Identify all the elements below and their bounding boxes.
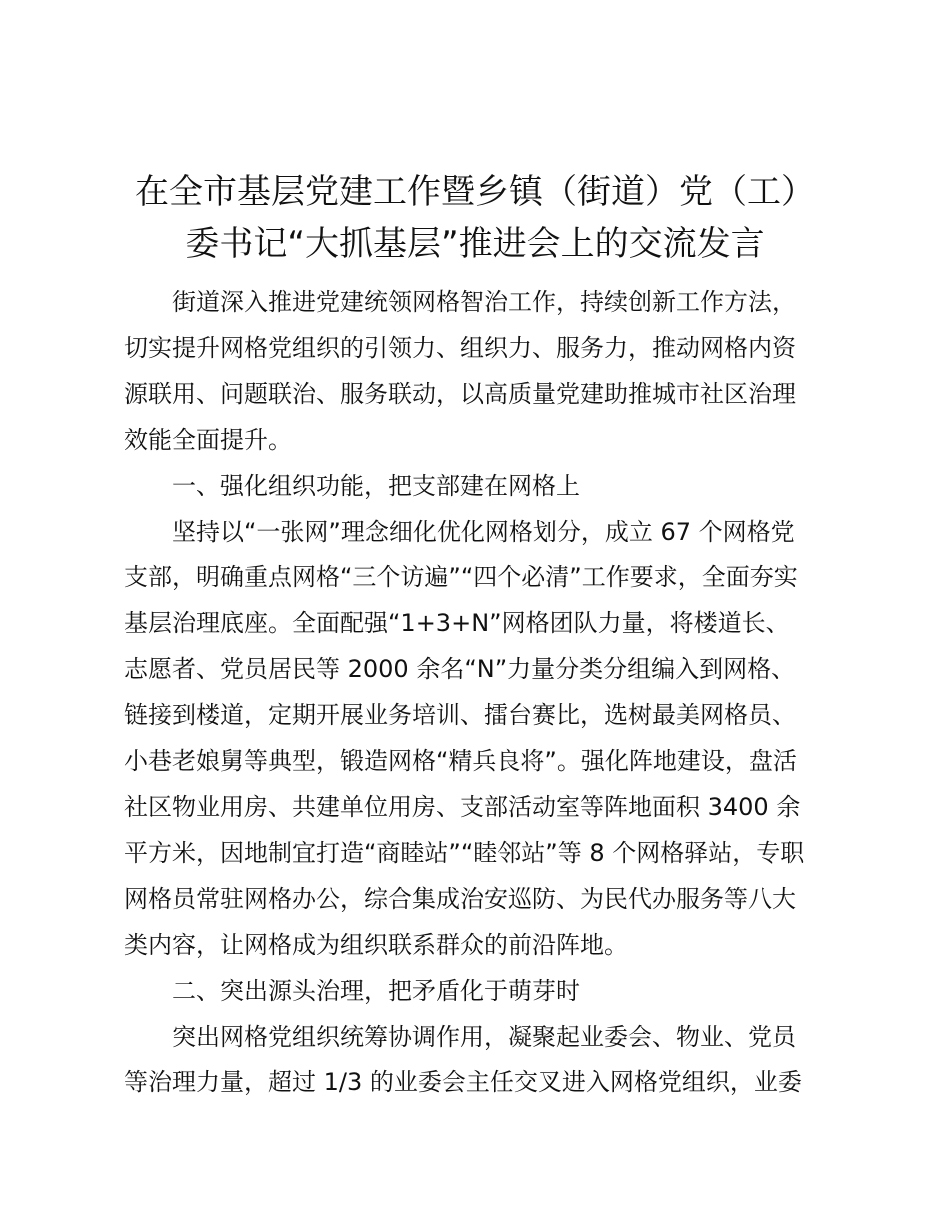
section-heading [124,969,824,1015]
title-line: 在全市基层党建工作暨乡镇（街道）党（工） [135,172,815,212]
text-line: 切实提升网格党组织的引领力、组织力、服务力，推动网格内资 [124,333,796,362]
text-line: 基层治理底座。全面配强“1+3+N”网格团队力量，将楼道长、 [124,609,790,638]
text-line: 突出网格党组织统筹协调作用，凝聚起业委会、物业、党员 [172,1022,796,1051]
text-line: 小巷老娘舅等典型，锻造网格“精兵良将”。强化阵地建设，盘活 [124,747,797,776]
text-line: 坚持以“一张网”理念细化优化网格划分，成立 67 个网格党 [172,517,795,546]
section-heading [124,464,824,510]
text-line: 源联用、问题联治、服务联动，以高质量党建助推城市社区治理 [124,379,796,408]
heading-line: 二、突出源头治理，把矛盾化于萌芽时 [172,976,580,1005]
text-line: 街道深入推进党建统领网格智治工作，持续创新工作方法， [172,288,796,316]
document-title [100,166,850,270]
text-line: 网格员常驻网格办公，综合集成治安巡防、为民代办服务等八大 [124,884,796,913]
text-line: 类内容，让网格成为组织联系群众的前沿阵地。 [124,930,628,959]
section-paragraph [124,510,824,969]
heading-line: 一、强化组织功能，把支部建在网格上 [172,471,580,500]
title-line: 委书记“大抓基层”推进会上的交流发言 [185,224,765,264]
text-line: 链接到楼道，定期开展业务培训、擂台赛比，选树最美网格员、 [124,701,796,730]
section-paragraph [124,1015,824,1107]
text-line: 效能全面提升。 [124,425,292,454]
text-line: 志愿者、党员居民等 2000 余名“N”力量分类分组编入到网格、 [124,655,796,684]
document-body [124,280,824,1106]
text-line: 社区物业用房、共建单位用房、支部活动室等阵地面积 3400 余 [124,792,801,821]
text-line: 支部，明确重点网格“三个访遍”“四个必清”工作要求，全面夯实 [124,563,798,592]
text-line: 平方米，因地制宜打造“商睦站”“睦邻站”等 8 个网格驿站，专职 [124,838,805,867]
text-line: 等治理力量，超过 1/3 的业委会主任交叉进入网格党组织，业委 [124,1068,802,1097]
intro-paragraph [124,280,824,464]
